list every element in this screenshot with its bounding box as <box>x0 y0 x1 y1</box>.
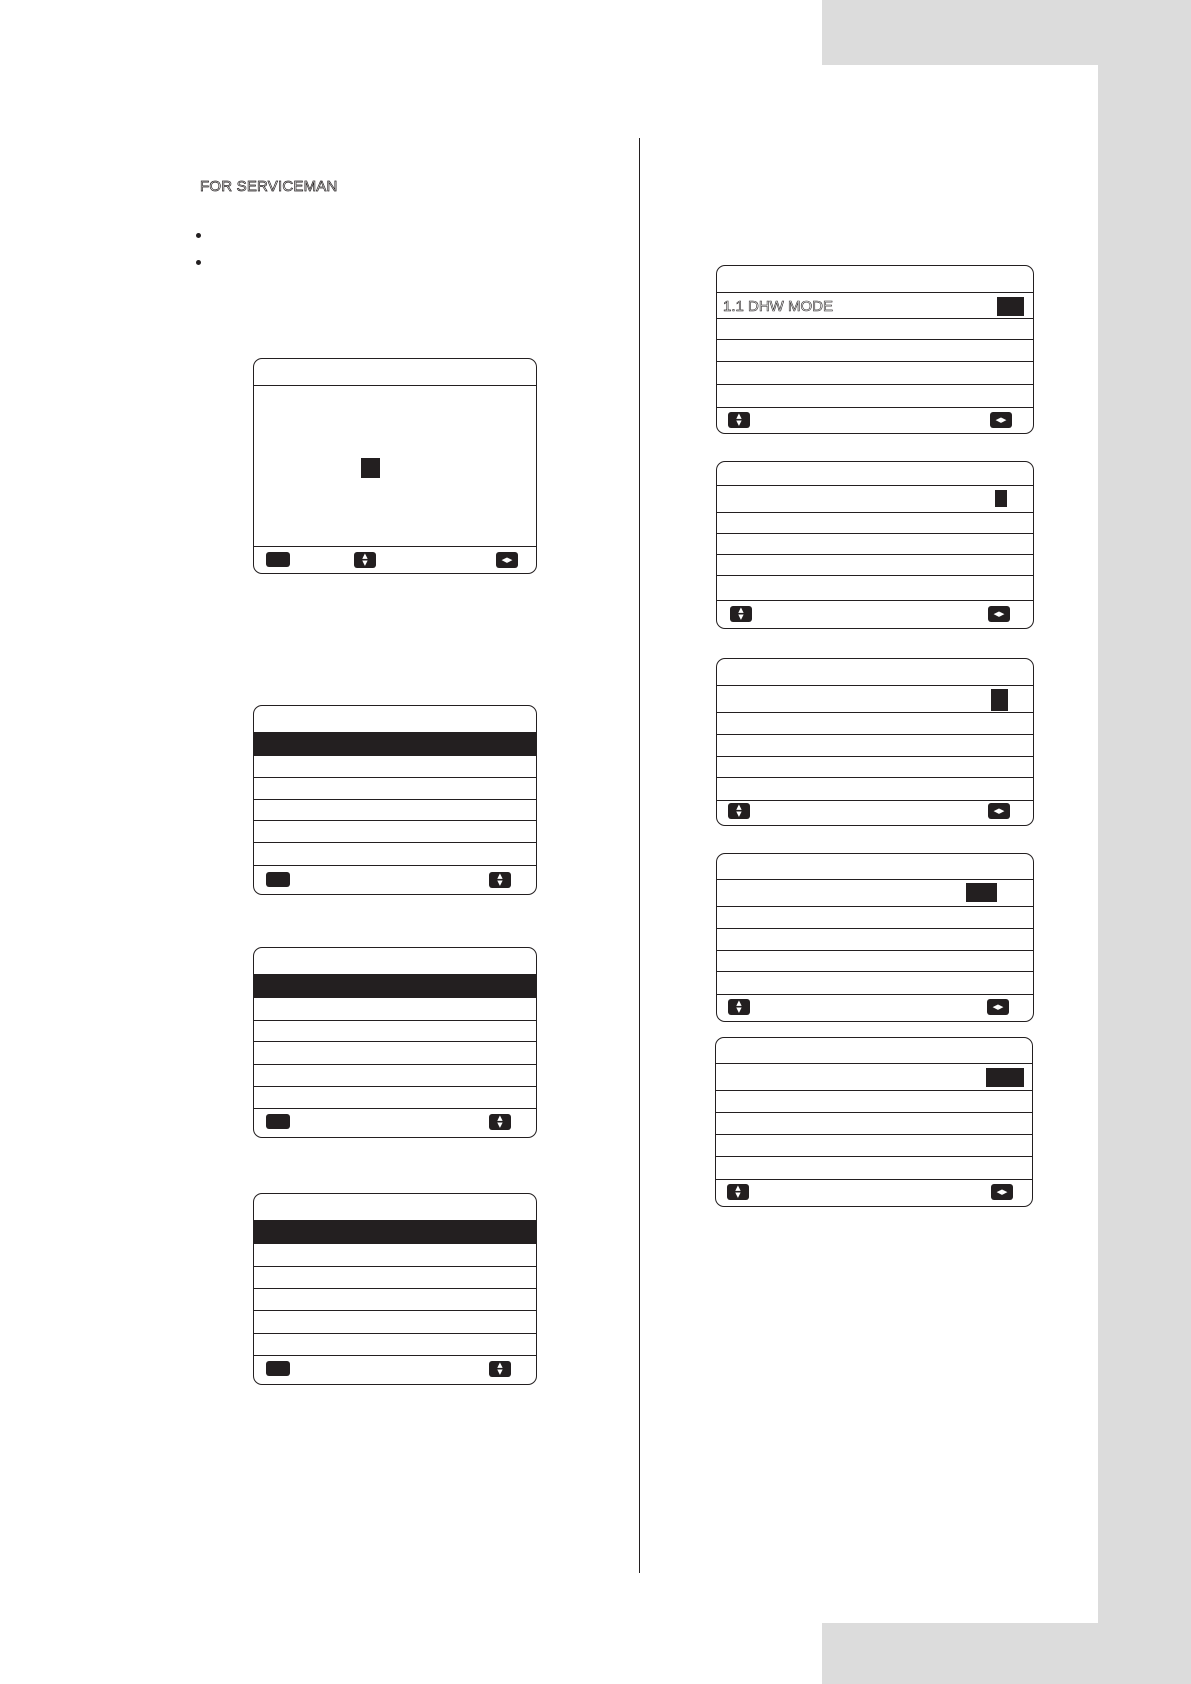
row-divider <box>254 1266 536 1267</box>
row-divider <box>717 734 1033 735</box>
value-cursor[interactable] <box>991 689 1008 711</box>
row-divider <box>254 1020 536 1021</box>
up-down-arrow-icon[interactable]: ▲ ▼ <box>727 1184 749 1200</box>
settings-screen <box>715 1037 1033 1207</box>
row-divider <box>717 339 1033 340</box>
menu-screen <box>253 1193 537 1385</box>
up-down-arrow-icon[interactable]: ▲ ▼ <box>489 1114 511 1130</box>
row-divider <box>717 533 1033 534</box>
row-divider <box>254 1064 536 1065</box>
up-down-arrow-icon[interactable]: ▲ ▼ <box>489 1361 511 1377</box>
setting-row-label: 1.1 DHW MODE <box>723 298 834 315</box>
settings-screen <box>716 658 1034 826</box>
left-right-arrow-icon[interactable]: ◀▶ <box>496 552 518 568</box>
row-divider <box>254 799 536 800</box>
password-screen <box>253 358 537 574</box>
row-divider <box>717 777 1033 778</box>
row-divider <box>717 756 1033 757</box>
row-divider <box>717 361 1033 362</box>
up-down-arrow-icon[interactable]: ▲ ▼ <box>728 412 750 428</box>
row-divider <box>717 512 1033 513</box>
row-divider <box>254 1086 536 1087</box>
screen-divider <box>717 292 1033 293</box>
row-divider <box>717 928 1033 929</box>
row-divider <box>254 865 536 866</box>
bullet-point <box>196 233 201 238</box>
row-divider <box>254 1288 536 1289</box>
row-divider <box>716 1156 1032 1157</box>
row-divider <box>717 950 1033 951</box>
row-divider <box>717 971 1033 972</box>
ok-key-icon[interactable] <box>266 552 290 567</box>
row-divider <box>717 600 1033 601</box>
left-right-arrow-icon[interactable]: ◀▶ <box>987 999 1009 1015</box>
row-divider <box>716 1090 1032 1091</box>
row-divider <box>717 384 1033 385</box>
row-divider <box>717 994 1033 995</box>
menu-screen <box>253 705 537 895</box>
ok-key-icon[interactable] <box>266 1361 290 1376</box>
value-cursor[interactable] <box>966 883 997 902</box>
column-divider <box>639 138 640 1573</box>
up-down-arrow-icon[interactable]: ▲ ▼ <box>728 803 750 819</box>
left-right-arrow-icon[interactable]: ◀▶ <box>988 606 1010 622</box>
row-divider <box>254 820 536 821</box>
row-divider <box>254 842 536 843</box>
ok-key-icon[interactable] <box>266 872 290 887</box>
screen-divider <box>717 685 1033 686</box>
screen-divider <box>254 546 536 547</box>
row-divider <box>717 800 1033 801</box>
screen-divider <box>716 1063 1032 1064</box>
dhw-mode-screen <box>716 265 1034 434</box>
screen-divider <box>254 385 536 386</box>
row-divider <box>717 906 1033 907</box>
row-divider <box>254 1108 536 1109</box>
selected-menu-row[interactable] <box>254 733 536 756</box>
selected-menu-row[interactable] <box>254 975 536 998</box>
up-down-arrow-icon[interactable]: ▲ ▼ <box>730 606 752 622</box>
screen-divider <box>717 879 1033 880</box>
up-down-arrow-icon[interactable]: ▲ ▼ <box>728 999 750 1015</box>
row-divider <box>717 318 1033 319</box>
row-divider <box>717 554 1033 555</box>
row-divider <box>254 777 536 778</box>
selected-menu-row[interactable] <box>254 1221 536 1244</box>
up-down-arrow-icon[interactable]: ▲ ▼ <box>489 872 511 888</box>
settings-screen <box>716 461 1034 629</box>
row-divider <box>716 1112 1032 1113</box>
row-divider <box>254 1333 536 1334</box>
digit-cursor <box>361 458 380 478</box>
menu-screen <box>253 947 537 1138</box>
settings-screen <box>716 853 1034 1022</box>
bullet-point <box>196 260 201 265</box>
row-divider <box>717 712 1033 713</box>
screen-divider <box>717 485 1033 486</box>
row-divider <box>254 1310 536 1311</box>
row-divider <box>717 407 1033 408</box>
left-right-arrow-icon[interactable]: ◀▶ <box>988 803 1010 819</box>
row-divider <box>254 1041 536 1042</box>
value-cursor[interactable] <box>986 1068 1024 1087</box>
left-right-arrow-icon[interactable]: ◀▶ <box>991 1184 1013 1200</box>
row-divider <box>716 1179 1032 1180</box>
ok-key-icon[interactable] <box>266 1114 290 1129</box>
up-down-arrow-icon[interactable]: ▲ ▼ <box>354 552 376 568</box>
section-heading: FOR SERVICEMAN <box>200 178 338 195</box>
value-cursor[interactable] <box>995 490 1007 507</box>
row-divider <box>717 575 1033 576</box>
row-divider <box>254 1355 536 1356</box>
value-cursor[interactable] <box>997 297 1024 316</box>
row-divider <box>716 1134 1032 1135</box>
left-right-arrow-icon[interactable]: ◀▶ <box>990 412 1012 428</box>
